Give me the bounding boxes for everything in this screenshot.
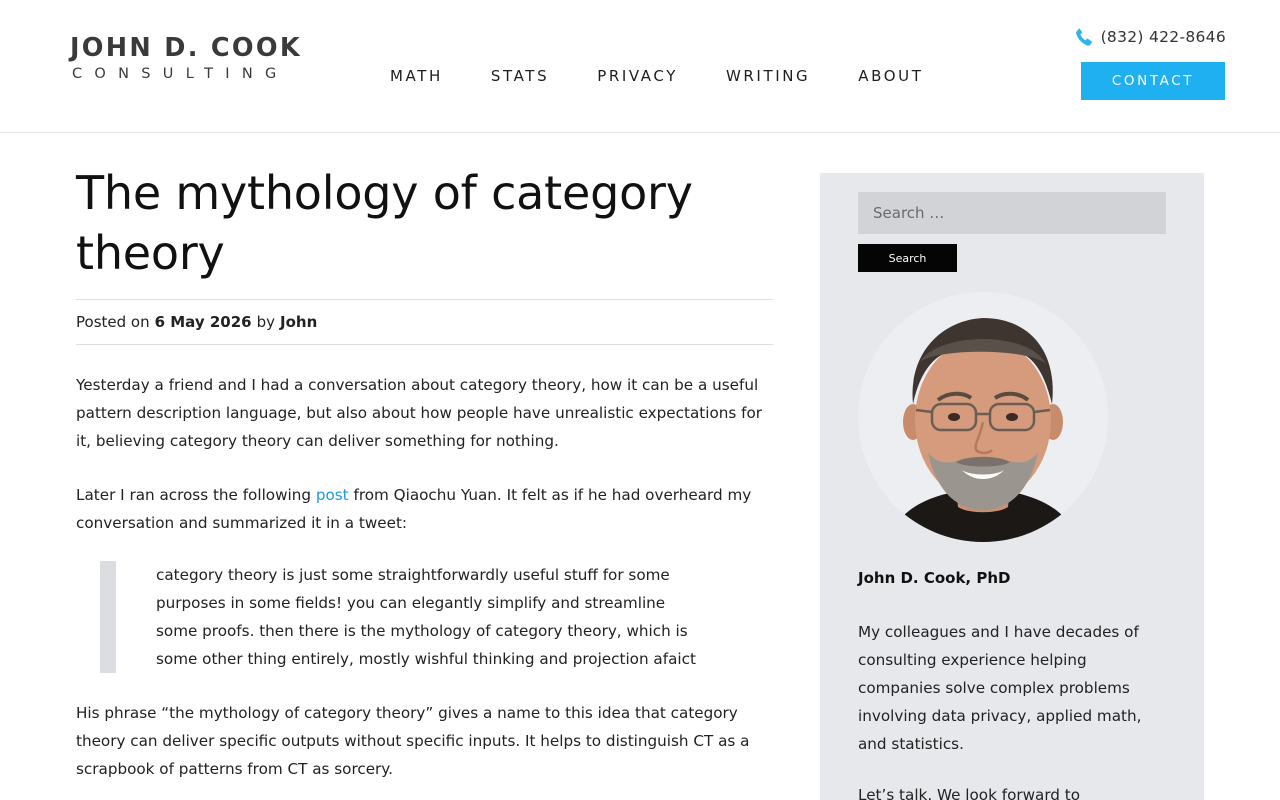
bio-text: My colleagues and I have decades of consulting experience helping companies solve complex problems involving data privacy, applied math, and statistics. (858, 623, 1142, 753)
article (76, 163, 773, 800)
post-author[interactable]: John (280, 313, 318, 331)
site-header (0, 0, 1280, 133)
paragraph-2-before: Later I ran across the following (76, 486, 311, 504)
phone-icon (1075, 27, 1093, 47)
nav-item-math[interactable]: MATH (390, 67, 443, 85)
logo-sub-text: CONSULTING (72, 66, 289, 82)
post-meta (76, 299, 773, 345)
posted-on-label: Posted on (76, 313, 150, 331)
paragraph-3: His phrase “the mythology of category theory” gives a name to this idea that category theory can deliver specific outputs without specific inputs. It helps to distinguish CT as a scrapbook of patterns from CT as sorcery. (76, 704, 750, 778)
avatar (858, 292, 1108, 542)
logo-main-text: JOHN D. COOK (70, 33, 302, 63)
phone-link[interactable] (1075, 27, 1226, 47)
post-date[interactable]: 6 May 2026 (154, 313, 252, 331)
nav-item-writing[interactable]: WRITING (725, 67, 811, 85)
post-link[interactable]: post (315, 486, 349, 504)
quote-text: category theory is just some straightforwardly useful stuff for some purposes in some fields! you can elegantly simplify and streamline some proofs. then there is the mythology of category theory, which is some other thing entirely, mostly wishful thinking and projection afaict (156, 566, 696, 668)
contact-button[interactable]: CONTACT (1081, 62, 1225, 100)
search-button[interactable]: Search (858, 244, 957, 272)
paragraph-1: Yesterday a friend and I had a conversation about category theory, how it can be a useful pattern description language, but also about how people have unrealistic expectations for it, believing category theory can deliver something for nothing. (76, 376, 762, 450)
nav-item-about[interactable]: ABOUT (858, 67, 924, 85)
paragraph-2-after: from Qiaochu Yuan. It felt as if he had overheard my conversation and summarized it in a tweet: (76, 486, 752, 532)
main-nav (390, 66, 972, 86)
search-input[interactable] (858, 192, 1166, 234)
tweet-quote (100, 561, 716, 673)
nav-item-stats[interactable]: STATS (490, 67, 550, 85)
site-logo[interactable] (70, 34, 322, 83)
bio-cta-text: Let’s talk. We look forward to (858, 786, 1081, 800)
by-label: by (256, 313, 275, 331)
paragraph-2 (76, 481, 773, 537)
phone-number: (832) 422-8646 (1100, 28, 1226, 46)
sidebar (820, 173, 1204, 800)
nav-item-privacy[interactable]: PRIVACY (597, 67, 678, 85)
bio-name: John D. Cook, PhD (858, 569, 1011, 587)
post-title: The mythology of category theory (76, 166, 693, 280)
